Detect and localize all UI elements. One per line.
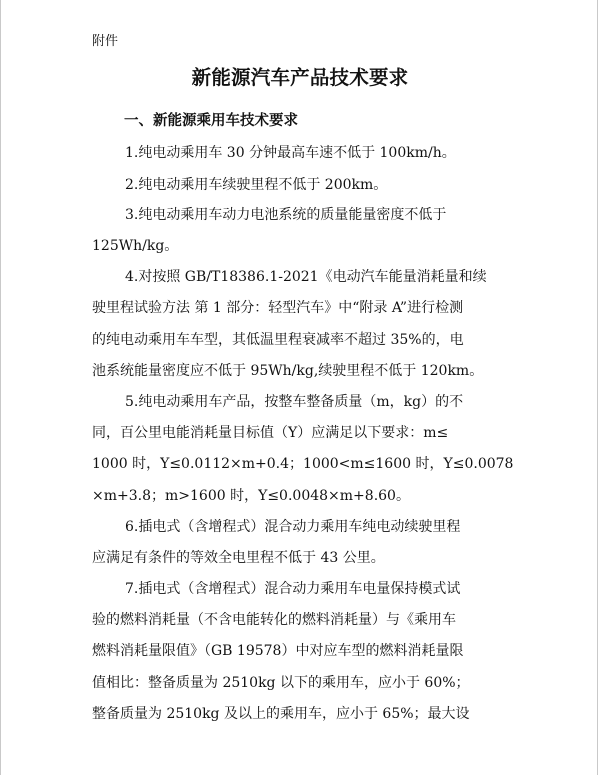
paragraph-line: 125Wh/kg。 xyxy=(92,238,179,254)
paragraph-line: 1.纯电动乘用车 30 分钟最高车速不低于 100km/h。 xyxy=(125,145,456,161)
paragraph-line: 5.纯电动乘用车产品，按整车整备质量（m，kg）的不 xyxy=(125,394,464,410)
paragraph-line: 4.对按照 GB/T18386.1-2021《电动汽车能量消耗量和续 xyxy=(125,269,487,285)
paragraph-line: 燃料消耗量限值》（GB 19578）中对应车型的燃料消耗量限 xyxy=(92,643,464,659)
paragraph-line: 验的燃料消耗量（不含电能转化的燃料消耗量）与《乘用车 xyxy=(92,612,456,628)
paragraph-line: ×m+3.8；m>1600 时，Y≤0.0048×m+8.60。 xyxy=(92,488,410,504)
paragraph-line: 整备质量为 2510kg 及以上的乘用车，应小于 65%；最大设 xyxy=(92,706,470,722)
document-title: 新能源汽车产品技术要求 xyxy=(191,66,409,89)
paragraph-line: 1000 时，Y≤0.0112×m+0.4；1000<m≤1600 时，Y≤0.0078 xyxy=(92,456,514,472)
paragraph-line: 池系统能量密度应不低于 95Wh/kg,续驶里程不低于 120km。 xyxy=(92,363,484,379)
paragraph-line: 应满足有条件的等效全电里程不低于 43 公里。 xyxy=(92,550,385,566)
paragraph-line: 7.插电式（含增程式）混合动力乘用车电量保持模式试 xyxy=(125,581,461,597)
paragraph-line: 值相比：整备质量为 2510kg 以下的乘用车，应小于 60%； xyxy=(92,675,470,691)
paragraph-line: 2.纯电动乘用车续驶里程不低于 200km。 xyxy=(125,177,388,193)
paragraph-line: 驶里程试验方法 第 1 部分：轻型汽车》中“附录 A”进行检测 xyxy=(92,300,464,316)
attachment-label: 附件 xyxy=(92,34,119,49)
paragraph-line: 同，百公里电能消耗量目标值（Y）应满足以下要求：m≤ xyxy=(92,425,449,441)
section-heading: 一、新能源乘用车技术要求 xyxy=(124,113,298,129)
paragraph-line: 6.插电式（含增程式）混合动力乘用车纯电动续驶里程 xyxy=(125,519,461,535)
paragraph-line: 3.纯电动乘用车动力电池系统的质量能量密度不低于 xyxy=(125,207,447,223)
paragraph-line: 的纯电动乘用车车型，其低温里程衰减率不超过 35%的，电 xyxy=(92,332,464,348)
